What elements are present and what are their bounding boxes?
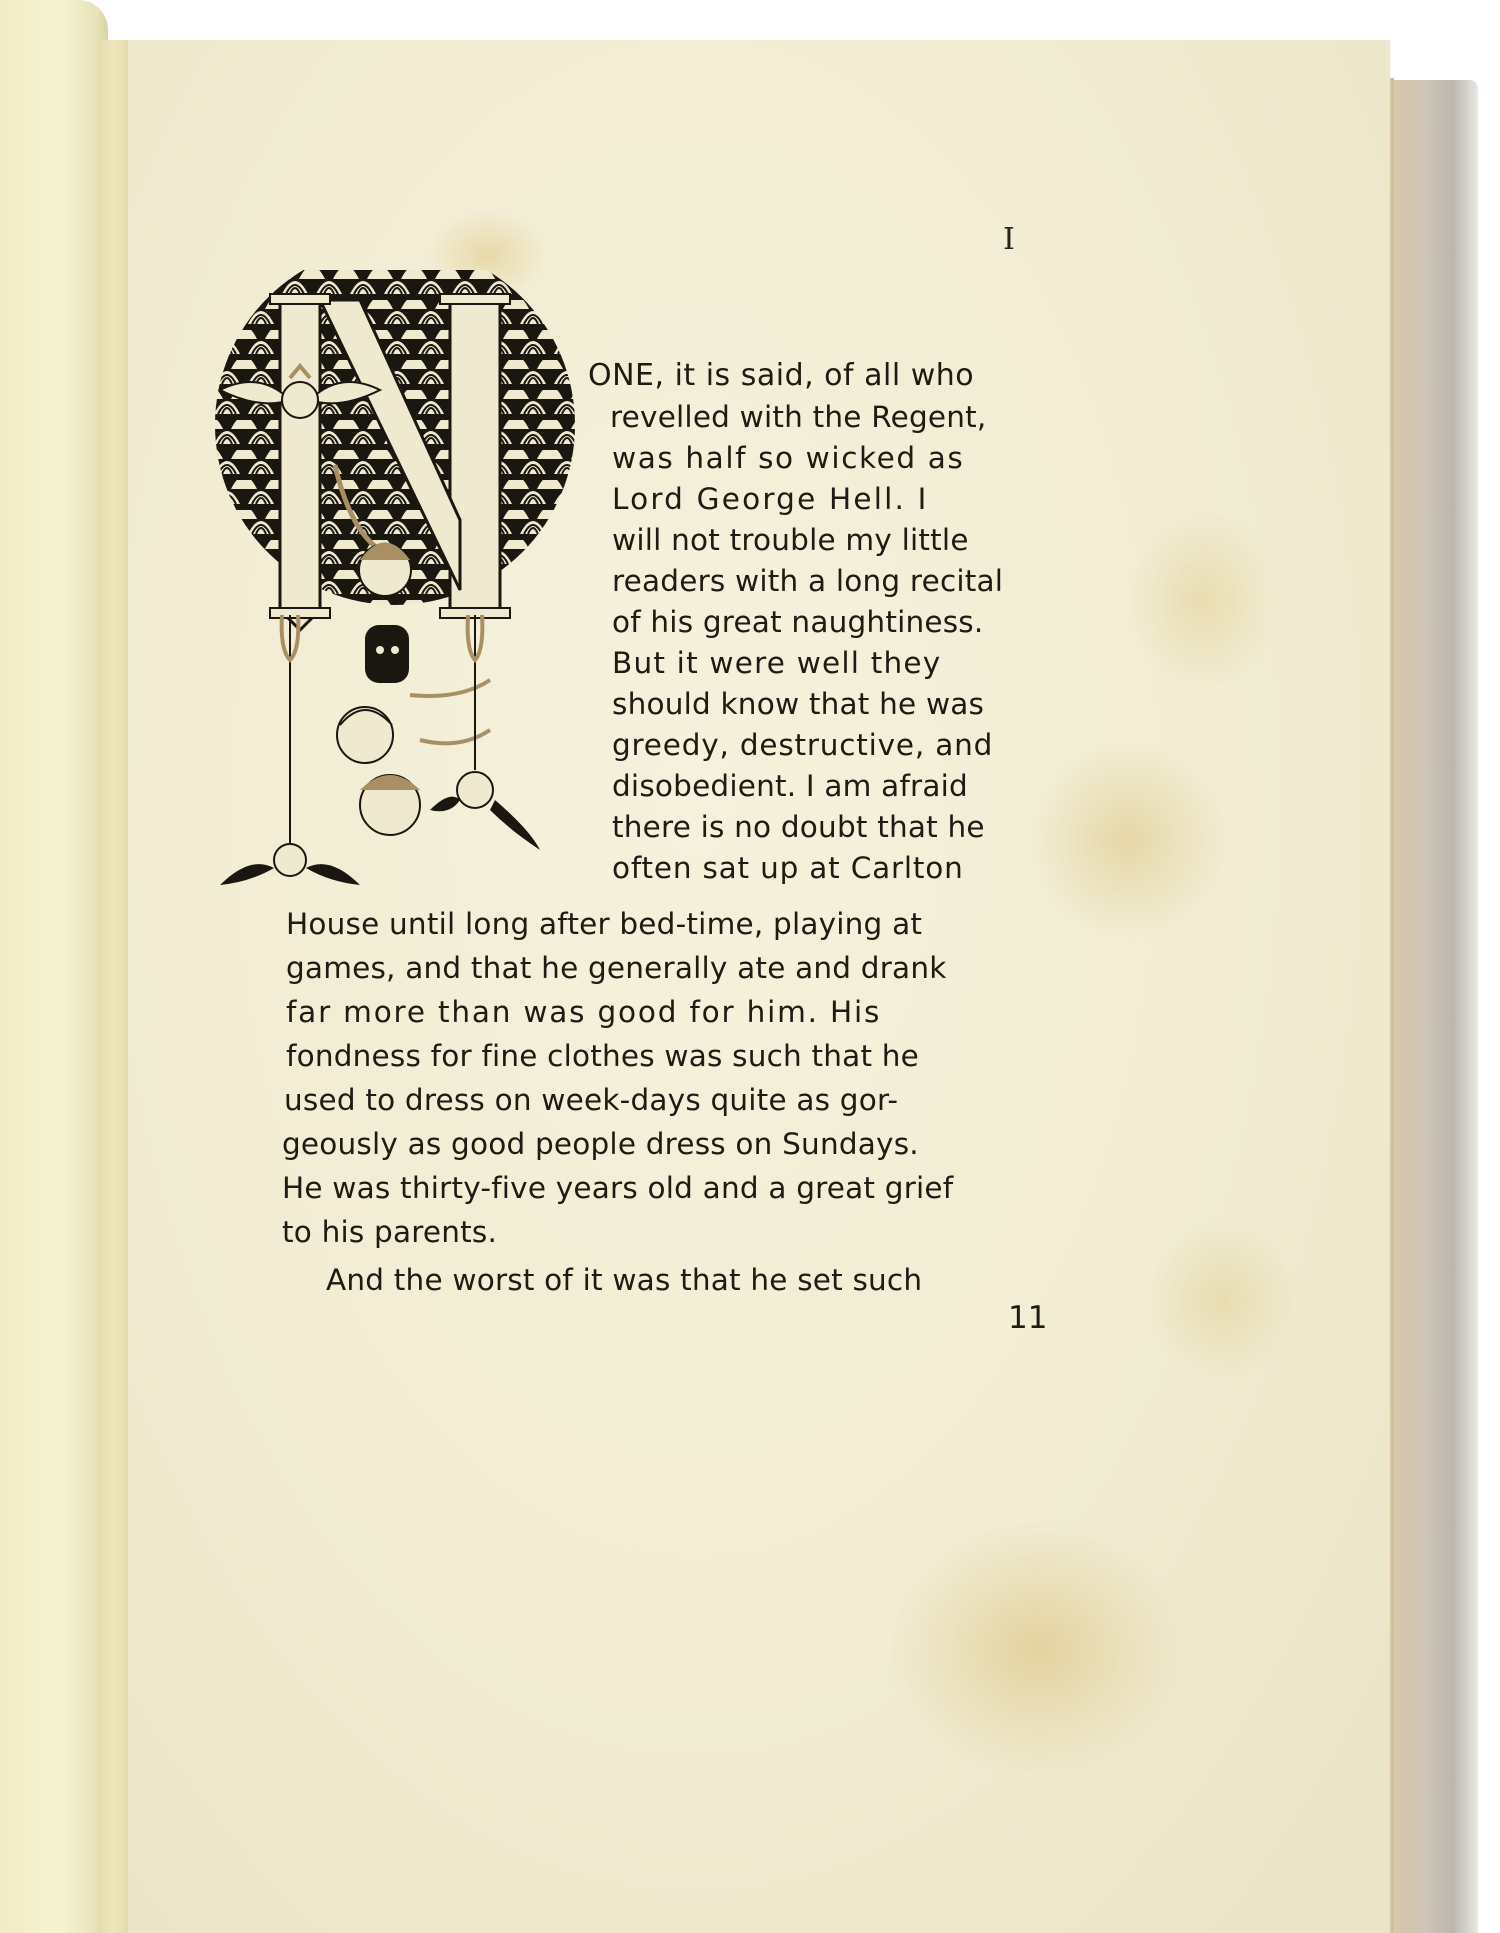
left-page [0, 0, 108, 1933]
foxing-stain [1028, 740, 1228, 940]
foxing-stain [888, 1520, 1188, 1780]
text-line: there is no doubt that he [612, 810, 985, 844]
cherub-bottom [220, 844, 360, 885]
text-line: revelled with the Regent, [610, 400, 987, 434]
text-line: And the worst of it was that he set such [326, 1263, 923, 1297]
text-line: disobedient. I am afraid [612, 769, 968, 803]
cherub-right [430, 772, 540, 850]
foxing-stain [1148, 1220, 1298, 1380]
decorated-initial-letter [210, 270, 580, 900]
text-line: to his parents. [282, 1215, 498, 1249]
text-line: He was thirty-five years old and a great grief [282, 1171, 954, 1205]
text-line: House until long after bed-time, playing at [286, 907, 923, 941]
text-line: readers with a long recital [612, 564, 1004, 598]
text-line: was half so wicked as [612, 441, 965, 475]
text-line: games, and that he generally ate and drank [286, 951, 947, 985]
text-line: should know that he was [612, 687, 985, 721]
text-line: fondness for fine clothes was such that he [286, 1039, 920, 1073]
chapter-numeral: I [1003, 222, 1015, 257]
text-line: But it were well they [612, 646, 942, 680]
text-line: far more than was good for him. His [286, 995, 882, 1029]
foxing-stain [1128, 510, 1278, 690]
text-line: Lord George Hell. I [612, 482, 929, 516]
text-line: often sat up at Carlton [612, 851, 964, 885]
text-line: used to dress on week-days quite as gor- [284, 1083, 899, 1117]
text-line: will not trouble my little [612, 523, 969, 557]
text-line: of his great naughtiness. [612, 605, 984, 639]
text-line: greedy, destructive, and [612, 728, 994, 762]
page-number: 11 [1008, 1300, 1048, 1336]
text-line: ONE, it is said, of all who [588, 358, 975, 393]
text-line: geously as good people dress on Sundays. [282, 1127, 919, 1161]
